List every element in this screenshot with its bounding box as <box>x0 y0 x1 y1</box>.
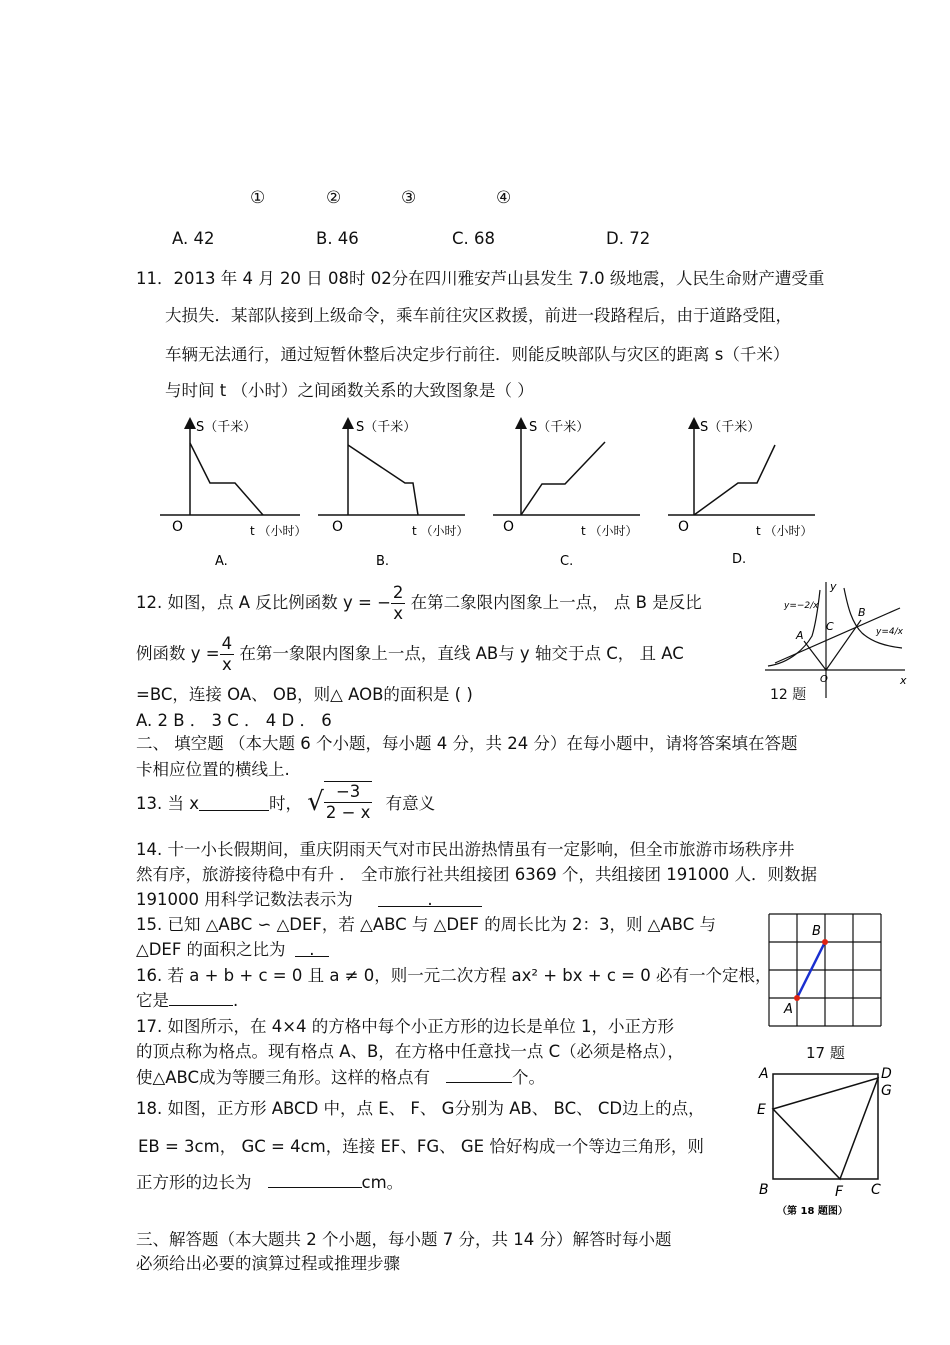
q13-num: −3 <box>324 782 373 803</box>
q16-line-1: 16. 若 a + b + c = 0 且 a ≠ 0，则一元二次方程 ax² + bx + c = 0 必有一个定根， <box>136 966 772 985</box>
q17-line-3 <box>136 1064 545 1088</box>
graph-c-origin: O <box>503 519 515 535</box>
graph-a-option: A. <box>215 554 228 569</box>
q13-suffix: 有意义 <box>385 794 436 813</box>
q17-fig-a: A <box>784 1002 793 1017</box>
q15-line-1: 15. 已知 △ABC ∽ △DEF，若 △ABC 与 △DEF 的周长比为 2：3，则 △ABC 与 <box>136 915 716 934</box>
q18-label-f: F <box>835 1184 844 1200</box>
q17-fig-b: B <box>812 924 821 939</box>
graph-c-option: C. <box>560 554 574 569</box>
figure-label-2: ② <box>326 188 342 208</box>
q18-line-1: 18. 如图，正方形 ABCD 中，点 E、 F、 G分别为 AB、 BC、 CD边上的点， <box>136 1099 705 1118</box>
q12-part-3: 例函数 y = <box>136 644 220 663</box>
q15-dot: . <box>309 940 315 959</box>
graph-d-xlabel: t （小时） <box>756 524 813 538</box>
graph-c-xlabel: t （小时） <box>581 524 638 538</box>
graph-b-ylabel: S（千米） <box>356 420 417 435</box>
q14-text: 191000 用科学记数法表示为 <box>136 890 353 909</box>
q12-line-3: =BC，连接 OA、 OB，则△ AOB的面积是 ( ) <box>136 685 473 704</box>
graph-d-option: D. <box>732 552 747 567</box>
q18-line-2: EB = 3cm， GC = 4cm，连接 EF、FG、 GE 恰好构成一个等边三角形，则 <box>138 1137 704 1156</box>
q12-frac2-num: 4 <box>221 634 233 653</box>
q15-answer-blank[interactable] <box>295 940 329 957</box>
q13-line: 13. 当 x 时， √ $\frac{-3}{2 - x}$ 有意义 <box>136 782 436 822</box>
q12-fig-eq1: y=−2/x <box>784 601 819 611</box>
q14-answer-blank[interactable] <box>378 890 482 907</box>
q14-line-2: 然有序，旅游接待稳中有升 ． 全市旅行社共组接团 6369 个，共组接团 191000 人．则数据 <box>136 865 817 884</box>
q13-den: 2 − x <box>325 803 371 822</box>
q17-line-1: 17. 如图所示，在 4×4 的方格中每个小正方形的边长是单位 1，小正方形 <box>136 1017 675 1036</box>
q18-line-3 <box>136 1169 403 1193</box>
q16-answer-blank[interactable] <box>169 989 233 1006</box>
graph-a-origin: O <box>172 519 184 535</box>
graph-b-xlabel: t （小时） <box>412 524 469 538</box>
q18-text-a: 正方形的边长为 <box>136 1173 252 1192</box>
q12-frac2-den: x <box>221 655 232 674</box>
q12-line-1 <box>136 583 702 624</box>
q17-grid-figure <box>768 913 884 1029</box>
graph-d-ylabel: S（千米） <box>700 420 761 435</box>
graph-a-xlabel: t （小时） <box>250 524 307 538</box>
q12-fig-o: O <box>820 674 828 685</box>
q11-line-4: 与时间 t （小时）之间函数关系的大致图象是（ ） <box>165 381 534 400</box>
q15-line-2 <box>136 936 329 960</box>
q15-text: △DEF 的面积之比为 <box>136 940 286 959</box>
q18-label-d: D <box>881 1066 892 1082</box>
q18-label-a: A <box>759 1066 769 1082</box>
section2-line-1: 二、 填空题 （本大题 6 个小题，每小题 4 分，共 24 分）在每小题中，请将答案填在答题 <box>136 734 798 753</box>
section3-line-1: 三、解答题（本大题共 2 个小题，每小题 7 分，共 14 分）解答时每小题 <box>136 1230 672 1249</box>
q12-frac1-den: x <box>393 604 404 623</box>
q13-mid: 时， <box>269 794 302 813</box>
q18-caption: （第 18 题图） <box>777 1206 848 1217</box>
q17-answer-blank[interactable] <box>446 1066 512 1083</box>
q10-option-b: B. 46 <box>316 229 359 248</box>
figure-label-1: ① <box>250 188 266 208</box>
q14-dot: . <box>427 890 433 909</box>
q11-line-3: 车辆无法通行，通过短暂休整后决定步行前往．则能反映部队与灾区的距离 s（千米） <box>165 345 790 364</box>
q18-label-e: E <box>757 1102 766 1118</box>
q18-text-b: cm。 <box>361 1173 404 1192</box>
q12-fig-c: C <box>826 620 834 633</box>
q16-line-2 <box>136 987 238 1011</box>
q18-label-g: G <box>881 1083 892 1099</box>
figure-label-4: ④ <box>496 188 512 208</box>
q11-graph-a <box>150 415 310 575</box>
q12-line-2 <box>136 634 684 675</box>
q17-line-2: 的顶点称为格点。现有格点 A、B，在方格中任意找一点 C（必须是格点）， <box>136 1042 684 1061</box>
q13-prefix: 13. 当 x <box>136 794 199 813</box>
q18-figure <box>755 1062 900 1222</box>
q12-part-4: 在第一象限内图象上一点，直线 AB与 y 轴交于点 C， 且 AC <box>234 644 684 663</box>
q12-frac1-num: 2 <box>392 583 404 602</box>
graph-a-ylabel: S（千米） <box>196 420 257 435</box>
q18-label-c: C <box>871 1182 881 1198</box>
q14-line-1: 14. 十一小长假期间，重庆阴雨天气对市民出游热情虽有一定影响，但全市旅游市场秩序井 <box>136 840 795 859</box>
q18-label-b: B <box>759 1182 769 1198</box>
q18-answer-blank[interactable] <box>268 1171 362 1188</box>
q10-option-a: A. 42 <box>172 229 215 248</box>
q17-text-a: 使△ABC成为等腰三角形。这样的格点有 <box>136 1068 431 1087</box>
q16-dot: . <box>233 991 239 1010</box>
q11-graph-b <box>310 415 475 575</box>
figure-label-3: ③ <box>401 188 417 208</box>
q12-fig-a: A <box>796 629 804 642</box>
q17-text-b: 个。 <box>512 1068 546 1087</box>
q12-fig-x: x <box>900 674 907 687</box>
q12-caption: 12 题 <box>770 687 807 703</box>
q11-line-1: 11．2013 年 4 月 20 日 08时 02分在四川雅安芦山县发生 7.0 级地震，人民生命财产遭受重 <box>136 269 825 288</box>
q10-option-c: C. 68 <box>452 229 496 248</box>
q12-fraction-2 <box>220 634 235 675</box>
q16-text: 它是 <box>136 991 169 1010</box>
q12-fig-eq2: y=4/x <box>876 627 903 637</box>
q12-fig-b: B <box>858 606 866 619</box>
q12-part-1: 12. 如图，点 A 反比例函数 y = − <box>136 593 391 612</box>
graph-c-ylabel: S（千米） <box>529 420 590 435</box>
q14-line-3 <box>136 886 482 910</box>
q11-graph-d <box>660 415 825 575</box>
q11-graph-c <box>485 415 650 575</box>
q12-fig-y: y <box>830 580 837 593</box>
section3-line-2: 必须给出必要的演算过程或推理步骤 <box>136 1254 400 1273</box>
q12-fraction-1 <box>391 583 406 624</box>
q13-answer-blank[interactable] <box>199 794 269 811</box>
q12-options: A. 2 B ． 3 C ． 4 D ． 6 <box>136 711 332 730</box>
section2-line-2: 卡相应位置的横线上. <box>136 760 290 779</box>
q11-line-2: 大损失．某部队接到上级命令，乘车前往灾区救援，前进一段路程后，由于道路受阻， <box>165 306 792 325</box>
graph-d-origin: O <box>678 519 690 535</box>
graph-b-option: B. <box>376 554 390 569</box>
q10-option-d: D. 72 <box>606 229 651 248</box>
q17-caption: 17 题 <box>806 1044 845 1062</box>
q12-part-2: 在第二象限内图象上一点， 点 B 是反比 <box>405 593 702 612</box>
graph-b-origin: O <box>332 519 344 535</box>
